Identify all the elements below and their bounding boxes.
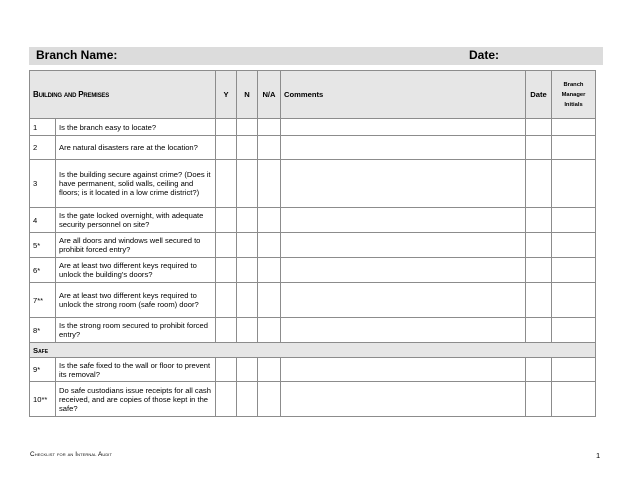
- table-row: [30, 358, 596, 382]
- manager-header-line-1: Branch: [563, 81, 584, 88]
- na-cell[interactable]: [258, 358, 281, 382]
- table-row: [30, 318, 596, 343]
- table-row: [30, 119, 596, 136]
- row-question: Are all doors and windows well secured to prohibit forced entry?: [56, 233, 216, 258]
- date-cell[interactable]: [526, 208, 552, 233]
- section-title-safe: Safe: [30, 343, 596, 358]
- date-cell[interactable]: [526, 233, 552, 258]
- row-number: 2: [30, 136, 56, 160]
- na-cell[interactable]: [258, 318, 281, 343]
- row-question: Is the building secure against crime? (Does it have permanent, solid walls, ceiling and floors; is it located in a low crime district?): [56, 160, 216, 208]
- table-row: [30, 208, 596, 233]
- no-cell[interactable]: [237, 160, 258, 208]
- row-number: 10**: [30, 382, 56, 417]
- no-cell[interactable]: [237, 318, 258, 343]
- manager-header-line-3: Initials: [564, 101, 583, 108]
- yes-cell[interactable]: [216, 160, 237, 208]
- table-row: [30, 258, 596, 283]
- na-cell[interactable]: [258, 233, 281, 258]
- initials-cell[interactable]: [552, 358, 596, 382]
- initials-cell[interactable]: [552, 136, 596, 160]
- no-cell[interactable]: [237, 283, 258, 318]
- manager-header-line-2: Manager: [561, 91, 586, 98]
- row-question: Are natural disasters rare at the location?: [56, 136, 216, 160]
- date-cell[interactable]: [526, 136, 552, 160]
- date-cell[interactable]: [526, 382, 552, 417]
- table-header-row: [30, 71, 596, 119]
- na-cell[interactable]: [258, 136, 281, 160]
- row-number: 7**: [30, 283, 56, 318]
- yes-cell[interactable]: [216, 318, 237, 343]
- yes-cell[interactable]: [216, 233, 237, 258]
- initials-cell[interactable]: [552, 233, 596, 258]
- col-no-header: N: [237, 71, 258, 119]
- no-cell[interactable]: [237, 119, 258, 136]
- yes-cell[interactable]: [216, 382, 237, 417]
- col-date-header: Date: [526, 71, 552, 119]
- comments-cell[interactable]: [281, 283, 526, 318]
- no-cell[interactable]: [237, 136, 258, 160]
- yes-cell[interactable]: [216, 283, 237, 318]
- na-cell[interactable]: [258, 160, 281, 208]
- row-question: Is the gate locked overnight, with adequate security personnel on site?: [56, 208, 216, 233]
- comments-cell[interactable]: [281, 382, 526, 417]
- row-number: 4: [30, 208, 56, 233]
- comments-cell[interactable]: [281, 160, 526, 208]
- initials-cell[interactable]: [552, 258, 596, 283]
- section-row-safe: [30, 343, 596, 358]
- yes-cell[interactable]: [216, 208, 237, 233]
- comments-cell[interactable]: [281, 358, 526, 382]
- no-cell[interactable]: [237, 258, 258, 283]
- initials-cell[interactable]: [552, 382, 596, 417]
- date-label: Date:: [469, 48, 500, 62]
- col-manager-initials-header: [552, 71, 596, 119]
- table-row: [30, 160, 596, 208]
- footer-document-title: Checklist for an Internal Audit: [30, 451, 113, 458]
- no-cell[interactable]: [237, 382, 258, 417]
- row-question: Is the strong room secured to prohibit forced entry?: [56, 318, 216, 343]
- row-question: Are at least two different keys required to unlock the building's doors?: [56, 258, 216, 283]
- na-cell[interactable]: [258, 119, 281, 136]
- date-cell[interactable]: [526, 358, 552, 382]
- date-cell[interactable]: [526, 283, 552, 318]
- comments-cell[interactable]: [281, 208, 526, 233]
- yes-cell[interactable]: [216, 136, 237, 160]
- comments-cell[interactable]: [281, 119, 526, 136]
- branch-header-bar: [29, 47, 603, 65]
- row-question: Are at least two different keys required to unlock the strong room (safe room) door?: [56, 283, 216, 318]
- no-cell[interactable]: [237, 208, 258, 233]
- na-cell[interactable]: [258, 208, 281, 233]
- initials-cell[interactable]: [552, 119, 596, 136]
- row-number: 5*: [30, 233, 56, 258]
- row-number: 8*: [30, 318, 56, 343]
- comments-cell[interactable]: [281, 318, 526, 343]
- table-row: [30, 382, 596, 417]
- comments-cell[interactable]: [281, 233, 526, 258]
- na-cell[interactable]: [258, 283, 281, 318]
- table-row: [30, 233, 596, 258]
- date-cell[interactable]: [526, 318, 552, 343]
- yes-cell[interactable]: [216, 358, 237, 382]
- na-cell[interactable]: [258, 382, 281, 417]
- row-number: 9*: [30, 358, 56, 382]
- table-row: [30, 283, 596, 318]
- yes-cell[interactable]: [216, 258, 237, 283]
- row-number: 6*: [30, 258, 56, 283]
- comments-cell[interactable]: [281, 136, 526, 160]
- initials-cell[interactable]: [552, 160, 596, 208]
- initials-cell[interactable]: [552, 208, 596, 233]
- row-question: Is the safe fixed to the wall or floor to prevent its removal?: [56, 358, 216, 382]
- audit-checklist-table: [29, 70, 596, 417]
- initials-cell[interactable]: [552, 318, 596, 343]
- date-cell[interactable]: [526, 258, 552, 283]
- comments-cell[interactable]: [281, 258, 526, 283]
- col-na-header: N/A: [258, 71, 281, 119]
- row-number: 3: [30, 160, 56, 208]
- row-question: Do safe custodians issue receipts for all cash received, and are copies of those kept in the safe?: [56, 382, 216, 417]
- col-comments-header: Comments: [281, 71, 526, 119]
- date-cell[interactable]: [526, 119, 552, 136]
- no-cell[interactable]: [237, 358, 258, 382]
- date-cell[interactable]: [526, 160, 552, 208]
- section-title-building: Building and Premises: [30, 71, 216, 119]
- na-cell[interactable]: [258, 258, 281, 283]
- table-row: [30, 136, 596, 160]
- row-number: 1: [30, 119, 56, 136]
- col-yes-header: Y: [216, 71, 237, 119]
- no-cell[interactable]: [237, 233, 258, 258]
- yes-cell[interactable]: [216, 119, 237, 136]
- row-question: Is the branch easy to locate?: [56, 119, 216, 136]
- branch-name-label: Branch Name:: [36, 48, 118, 62]
- footer-page-number: 1: [596, 451, 601, 460]
- initials-cell[interactable]: [552, 283, 596, 318]
